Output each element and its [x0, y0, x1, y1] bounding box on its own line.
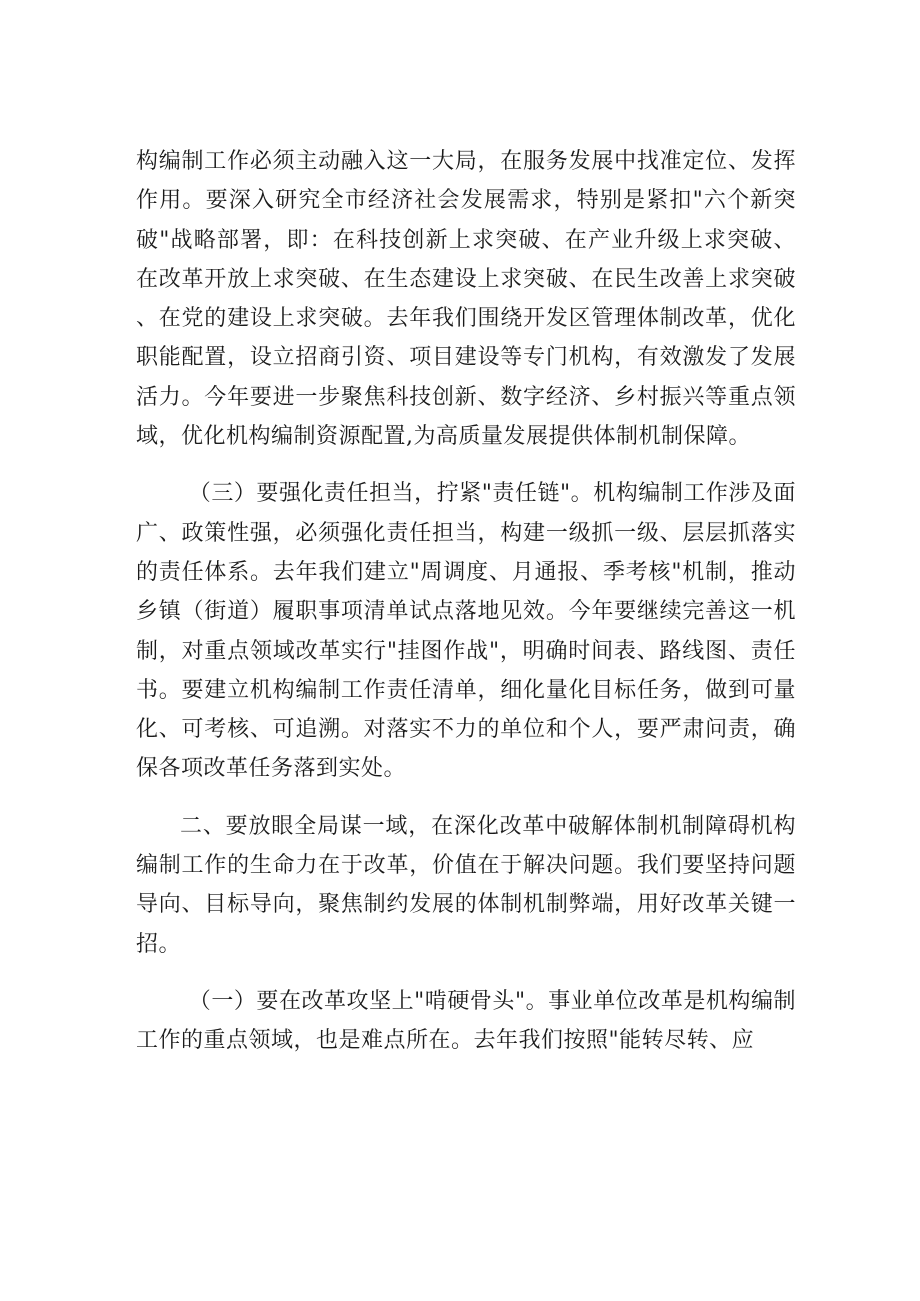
document-body: [136, 142, 796, 1061]
paragraph-section-one: （一）要在改革攻坚上"啃硬骨头"。事业单位改革是机构编制工作的重点领域，也是难点所在。去年我们按照"能转尽转、应: [136, 988, 796, 1054]
paragraph-heading-two: 二、要放眼全局谋一域，在深化改革中破解体制机制障碍机构编制工作的生命力在于改革，价值在于解决问题。我们要坚持问题导向、目标导向，聚焦制约发展的体制机制弊端，用好改革关键一招。: [136, 813, 796, 957]
paragraph-continuation: 构编制工作必须主动融入这一大局，在服务发展中找准定位、发挥作用。要深入研究全市经济社会发展需求，特别是紧扣"六个新突破"战略部署，即：在科技创新上求突破、在产业升级上求突破、在改革开放上求突破、在生态建设上求突破、在民生改善上求突破、在党的建设上求突破。去年我们围绕开发区管理体制改革，优化职能配置，设立招商引资、项目建设等专门机构，有效激发了发展活力。今年要进一步聚焦科技创新、数字经济、乡村振兴等重点领域，优化机构编制资源配置,为高质量发展提供体制机制保障。: [136, 149, 796, 450]
paragraph-section-three: （三）要强化责任担当，拧紧"责任链"。机构编制工作涉及面广、政策性强，必须强化责任担当，构建一级抓一级、层层抓落实的责任体系。去年我们建立"周调度、月通报、季考核"机制，推动乡镇（街道）履职事项清单试点落地见效。今年要继续完善这一机制，对重点领域改革实行"挂图作战"，明确时间表、路线图、责任书。要建立机构编制工作责任清单，细化量化目标任务，做到可量化、可考核、可追溯。对落实不力的单位和个人，要严肃问责，确保各项改革任务落到实处。: [136, 481, 796, 782]
